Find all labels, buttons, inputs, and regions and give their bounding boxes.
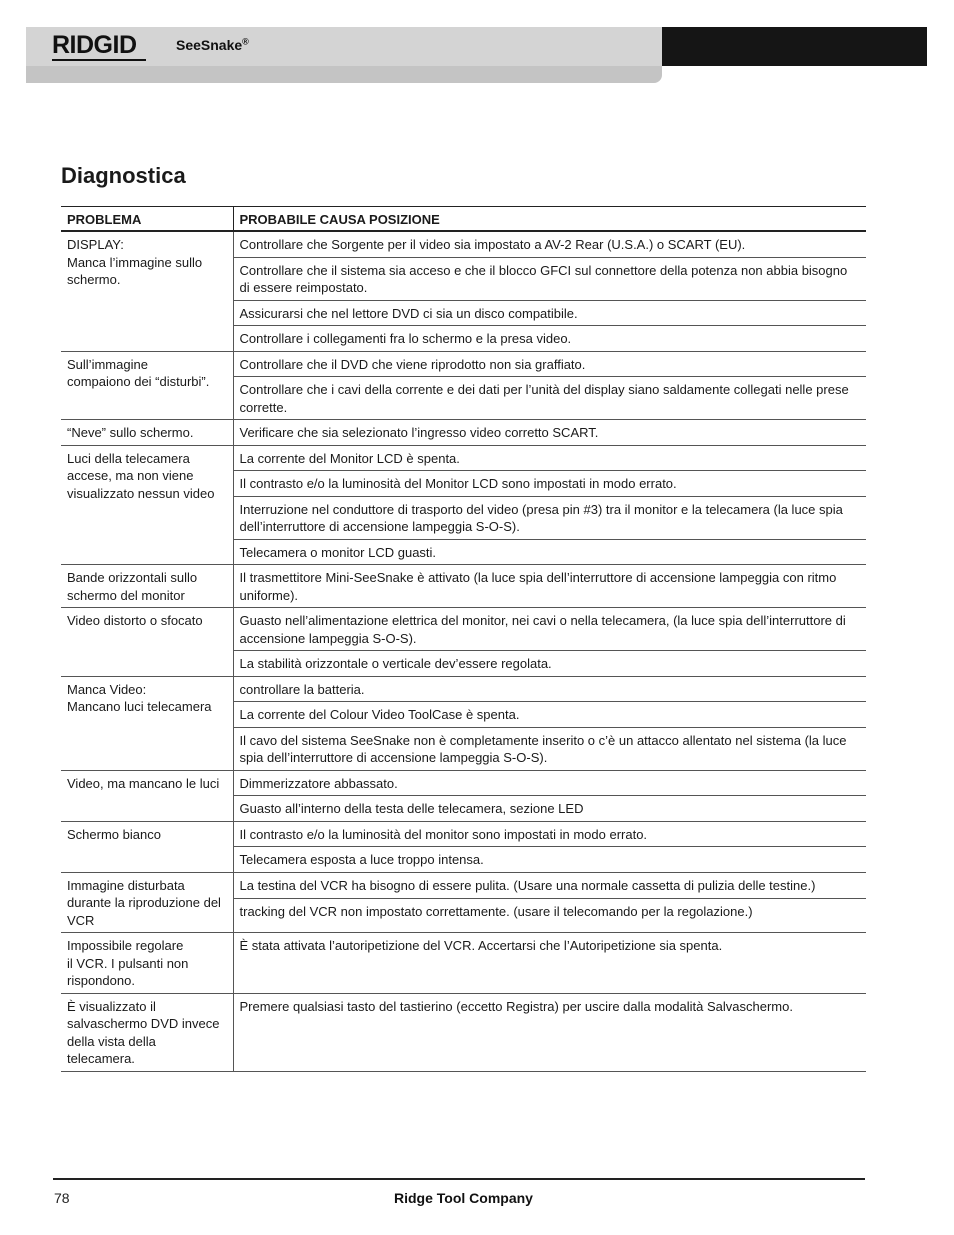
company-name: Ridge Tool Company — [394, 1190, 533, 1206]
cause-cell: controllare la batteria. — [233, 676, 866, 702]
cause-cell: Controllare che i cavi della corrente e dei dati per l’unità del display siano saldamente collegati nelle prese corrette. — [233, 377, 866, 420]
table-header-row — [61, 207, 866, 232]
product-name — [176, 37, 249, 53]
column-header-problem: PROBLEMA — [61, 207, 233, 232]
cause-cell: Guasto nell’alimentazione elettrica del monitor, nei cavi o nella telecamera, (la luce spia dell’interruttore di accensione lampeggia S-O-S). — [233, 608, 866, 651]
footer-rule — [53, 1178, 865, 1180]
cause-cell: Telecamera esposta a luce troppo intensa. — [233, 847, 866, 873]
table-row — [61, 770, 866, 796]
cause-cell: Il cavo del sistema SeeSnake non è completamente inserito o c’è un attacco allentato nel sistema (la luce spia dell’interruttore di accensione lampeggia S-O-S). — [233, 727, 866, 770]
header-black-block — [662, 27, 927, 66]
logo-text: RIDGID — [52, 31, 137, 59]
cause-cell: Il contrasto e/o la luminosità del Monitor LCD sono impostati in modo errato. — [233, 471, 866, 497]
cause-cell: Controllare che il DVD che viene riprodotto non sia graffiato. — [233, 351, 866, 377]
logo-underline — [52, 59, 146, 61]
cause-cell: Il trasmettitore Mini-SeeSnake è attivato (la luce spia dell’interruttore di accensione lampeggia con ritmo uniforme). — [233, 565, 866, 608]
cause-cell: È stata attivata l’autoripetizione del VCR. Accertarsi che l’Autoripetizione sia spenta. — [233, 933, 866, 994]
cause-cell: Controllare i collegamenti fra lo schermo e la presa video. — [233, 326, 866, 352]
column-header-cause: PROBABILE CAUSA POSIZIONE — [233, 207, 866, 232]
table-row — [61, 872, 866, 899]
problem-cell: Schermo bianco — [61, 821, 233, 872]
table-row — [61, 420, 866, 446]
problem-cell: Immagine disturbata durante la riproduzione del VCR — [61, 872, 233, 933]
table-row — [61, 993, 866, 1071]
diagnostics-table — [61, 206, 866, 1072]
problem-cell: Bande orizzontali sullo schermo del monitor — [61, 565, 233, 608]
problem-cell: Video distorto o sfocato — [61, 608, 233, 677]
problem-cell: Video, ma mancano le luci — [61, 770, 233, 821]
cause-cell: La corrente del Monitor LCD è spenta. — [233, 445, 866, 471]
table-row — [61, 676, 866, 702]
cause-cell: Premere qualsiasi tasto del tastierino (eccetto Registra) per uscire dalla modalità Salvaschermo. — [233, 993, 866, 1071]
ridgid-logo — [52, 33, 146, 61]
page-title: Diagnostica — [61, 163, 186, 188]
table-row — [61, 565, 866, 608]
page-number: 78 — [54, 1190, 70, 1206]
problem-cell: È visualizzato il salvaschermo DVD invece della vista della telecamera. — [61, 993, 233, 1071]
problem-cell: Impossibile regolare il VCR. I pulsanti non rispondono. — [61, 933, 233, 994]
cause-cell: Assicurarsi che nel lettore DVD ci sia un disco compatibile. — [233, 300, 866, 326]
problem-cell: Sull’immagine compaiono dei “disturbi”. — [61, 351, 233, 420]
table-row — [61, 608, 866, 651]
cause-cell: Controllare che il sistema sia acceso e che il blocco GFCI sul connettore della potenza non abbia bisogno di essere reimpostato. — [233, 257, 866, 300]
table-row — [61, 351, 866, 377]
header-strip — [26, 66, 662, 83]
cause-cell: Dimmerizzatore abbassato. — [233, 770, 866, 796]
table-row — [61, 821, 866, 847]
product-label: SeeSnake — [176, 37, 243, 53]
problem-cell: Luci della telecamera accese, ma non viene visualizzato nessun video — [61, 445, 233, 565]
registered-mark: ® — [242, 36, 249, 47]
table-row — [61, 933, 866, 994]
problem-cell: DISPLAY: Manca l’immagine sullo schermo. — [61, 231, 233, 351]
table-row — [61, 231, 866, 257]
cause-cell: Telecamera o monitor LCD guasti. — [233, 539, 866, 565]
cause-cell: Controllare che Sorgente per il video sia impostato a AV-2 Rear (U.S.A.) o SCART (EU). — [233, 231, 866, 257]
cause-cell: Verificare che sia selezionato l’ingresso video corretto SCART. — [233, 420, 866, 446]
problem-cell: “Neve” sullo schermo. — [61, 420, 233, 446]
problem-cell: Manca Video: Mancano luci telecamera — [61, 676, 233, 770]
table-row — [61, 445, 866, 471]
cause-cell: Il contrasto e/o la luminosità del monitor sono impostati in modo errato. — [233, 821, 866, 847]
cause-cell: Guasto all’interno della testa delle telecamera, sezione LED — [233, 796, 866, 822]
cause-cell: Interruzione nel conduttore di trasporto del video (presa pin #3) tra il monitor e la telecamera (la luce spia dell’interruttore di accensione lampeggia S-O-S). — [233, 496, 866, 539]
cause-cell: La testina del VCR ha bisogno di essere pulita. (Usare una normale cassetta di pulizia delle testine.) — [233, 872, 866, 899]
cause-cell: La corrente del Colour Video ToolCase è spenta. — [233, 702, 866, 728]
cause-cell: La stabilità orizzontale o verticale dev’essere regolata. — [233, 651, 866, 677]
cause-cell: tracking del VCR non impostato correttamente. (usare il telecomando per la regolazione.) — [233, 899, 866, 933]
